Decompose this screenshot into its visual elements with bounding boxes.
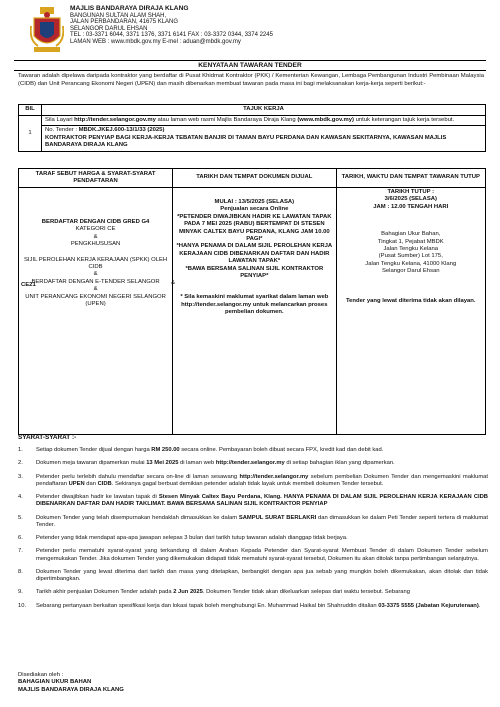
tender-title-cell: No. Tender : MBDK.JKEJ.600-13/1/33 (2025) KONTRAKTOR PENYIAP BAGI KERJA-KERJA TEBATAN BANJIR DI TAMAN BAYU PERDANA DAN KAWASAN SEKITARNYA, KAWASAN MAJLIS BANDARAYA DIRAJA KLANG — [42, 126, 486, 151]
letterhead-text — [70, 6, 273, 46]
list-item: 5. Dokumen Tender yang telah disempurnakan hendaklah dimasukkan ke dalam SAMPUL SURAT BERLAKRI dan dimasukkan ke dalam Peti Tender seperti tertera di maklumat Tender. — [18, 514, 488, 528]
col-header-bil: BIL — [19, 105, 42, 116]
org-name: MAJLIS BANDARAYA DIRAJA KLANG — [70, 5, 189, 12]
contact-line: TEL : 03-3371 6044, 3371 1376, 3371 6141 FAX : 03-3372 0344, 3374 2245 — [70, 32, 273, 39]
col-header-taraf: TARAF SEBUT HARGA & SYARAT-SYARAT PENDAFTARAN — [19, 169, 173, 188]
tender-link[interactable]: http://tender.selangor.my — [239, 473, 309, 480]
cidb-grade: BERDAFTAR DENGAN CIDB GRED G4 — [41, 219, 150, 225]
signature-block: Disediakan oleh : BAHAGIAN UKUR BAHAN MAJLIS BANDARAYA DIRAJA KLANG — [18, 672, 124, 693]
list-item: 1. Setiap dokumen Tender dijual dengan harga RM 250.00 secara online. Pembayaran boleh dibuat secara FPX, kredit kad dan debit kad. — [18, 447, 384, 453]
closing-time: JAM : 12.00 TENGAH HARI — [373, 203, 449, 210]
update-note: * Sila kemaskini maklumat syarikat dalam laman web http://tender.selangor.my untuk melancarkan proses pembelian dokumen. — [180, 294, 329, 316]
tender-details-table — [18, 168, 486, 435]
conditions-list — [18, 447, 488, 616]
intro-paragraph: Tawaran adalah dipelawa daripada kontraktor yang berdaftar di Pusat Khidmat Kontraktor (PKK) / Kementerian Kewangan, Lembaga Pembangunan Industri Pembinaan Malaysia (CIDB) dan Unit Perancang Ekonomi Negeri (UPEN) dan masih dibenarkan membuat tawaran pada masa ini bagi melaksanakan kerja-kerja seperti berikut:- — [18, 73, 484, 87]
sale-info-cell: MULAI : 13/5/2025 (SELASA) Penjualan secara Online *PETENDER DIWAJIBKAN HADIR KE LAWATAN TAPAK PADA 7 MEI 2025 (RABU) BERTEMPAT DI STESEN MINYAK CALTEX BAYU PERDANA, KLANG JAM 10.00 PAGI* *HANYA PENAMA DI DALAM SIJIL PEROLEHAN KERJA KERAJAAN CIDB DIBENARKAN DAFTAR DAN HADIR LAWATAN TAPAK* *BAWA BERSAMA SALINAN SIJIL KONTRAKTOR PENYIAP* * Sila kemaskini maklumat syarikat dalam laman web http://tender.selangor.my untuk melancarkan proses pembelian dokumen. — [173, 188, 336, 435]
list-item: 2. Dokumen meja tawaran dipamerkan mulai 13 Mei 2025 di laman web http://tender.selangor.my di setiap bahagian iklan yang dipamerkan. — [18, 460, 395, 467]
col-header-tajuk: TAJUK KERJA — [42, 105, 486, 116]
address-line: JALAN PERBANDARAN, 41675 KLANG — [70, 19, 179, 26]
col-header-dokumen: TARIKH DAN TEMPAT DOKUMEN DIJUAL — [173, 169, 336, 188]
note-cell: Sila Layari http://tender.selangor.gov.my atau laman web rasmi Majlis Bandaraya Diraja Klang (www.mbdk.gov.my) untuk keterangan tajuk kerja tersebut. — [42, 116, 486, 126]
letterhead — [0, 6, 500, 58]
row-number: 1 — [19, 116, 42, 152]
mbdk-link[interactable]: (www.mbdk.gov.my) — [297, 117, 354, 123]
contact-phone: 03-3375 5555 (Jabatan Kejuruteraan) — [378, 602, 479, 609]
list-item: 10. Sebarang pertanyaan berkaitan spesifikasi kerja dan lokasi tapak boleh menghubungi En. Muhammad Haikal bin Shahruddin ditalian 03-3375 5555 (Jabatan Kejuruteraan). — [18, 602, 481, 609]
list-item: 8. Dokumen Tender yang lewat diterima dari tarikh dan masa yang ditetapkan, berbangkit dengan apa jua sebab yang mungkin boleh dikemukakan, akan ditolak dan tidak dipertimbangkan. — [18, 568, 488, 583]
specialization-code: CE21 — [21, 282, 36, 288]
department-name: BAHAGIAN UKUR BAHAN — [18, 679, 92, 686]
tender-link[interactable]: http://tender.selangor.gov.my — [74, 117, 156, 123]
col-header-tutup: TARIKH, WAKTU DAN TEMPAT TAWARAN TUTUP — [336, 169, 485, 188]
conditions-heading: SYARAT-SYARAT :- — [18, 434, 77, 441]
site-visit-note: *PETENDER DIWAJIBKAN HADIR KE LAWATAN TAPAK PADA 7 MEI 2025 (RABU) BERTEMPAT DI STESEN MINYAK CALTEX BAYU PERDANA, KLANG JAM 10.00 PAGI* — [177, 213, 332, 243]
list-item: 9. Tarikh akhir penjualan Dokumen Tender adalah pada 2 Jun 2025. Dokumen Tender tidak akan dikeluarkan selepas dari waktu tersebut. Sebarang — [18, 589, 410, 596]
tender-number: MBDK.JKEJ.600-13/1/33 (2025) — [78, 127, 165, 134]
crest-logo-icon — [30, 6, 64, 54]
council-name: MAJLIS BANDARAYA DIRAJA KLANG — [18, 686, 124, 693]
address-line: SELANGOR DARUL EHSAN — [70, 25, 148, 32]
page-title: KENYATAAN TAWARAN TENDER — [14, 60, 486, 71]
sale-start: MULAI : 13/5/2025 (SELASA) — [214, 199, 295, 205]
tender-title: KONTRAKTOR PENYIAP BAGI KERJA-KERJA TEBATAN BANJIR DI TAMAN BAYU PERDANA DAN KAWASAN SEKITARNYA, KAWASAN MAJLIS BANDARAYA DIRAJA KLANG — [45, 134, 447, 149]
list-item: 7. Petender perlu mematuhi syarat-syarat yang terkandung di dalam Arahan Kepada Petender dan Syarat-syarat Membuat Tender di dalam Dokumen Tender sebelum mengemukakan Tender. Jika dokumen Tender yang dikemukakan didapati tidak mematuhi syarat-syarat tersebut, Dokumen itu akan ditolak tanpa pertimbangan selanjutnya. — [18, 548, 488, 562]
tender-link[interactable]: http://tender.selangor.my — [215, 460, 285, 467]
closing-date: 3/6/2025 (SELASA) — [384, 196, 437, 203]
contact-line: LAMAN WEB : www.mbdk.gov.my E-mel : aduan@mbdk.gov.my — [70, 38, 241, 45]
address-line: BANGUNAN SULTAN ALAM SHAH, — [70, 12, 167, 19]
late-notice: Tender yang lewat diterima tidak akan dilayan. — [346, 297, 476, 304]
work-title-table — [18, 104, 486, 152]
registration-cell: BERDAFTAR DENGAN CIDB GRED G4 KATEGORI CE & PENGKHUSUSAN SIJIL PEROLEHAN KERJA KERAJAAN (SPKK) OLEH CIDB & BERDAFTAR DENGAN E-TENDER SELANGOR & UNIT PERANCANG EKONOMI NEGERI SELANGOR (UPEN) CE21 & — [19, 188, 173, 435]
list-item: 4. Petender diwajibkan hadir ke lawatan tapak di Stesen Minyak Caltex Bayu Perdana, Klang. HANYA PENAMA DI DALAM SIJIL PEROLEHAN KERJA KERAJAAN CIDB DIBENARKAN DAFTAR DAN HADIR TAKLIMAT. BAWA BERSAMA SALINAN SIJIL KONTRAKTOR PENYIAP — [18, 494, 488, 508]
list-item: 6. Petender yang tidak mendapat apa-apa jawapan selepas 3 bulan dari tarikh tutup tawaran adalah dianggap tidak berjaya. — [18, 535, 348, 542]
closing-info-cell: TARIKH TUTUP : 3/6/2025 (SELASA) JAM : 12.00 TENGAH HARI Bahagian Ukur Bahan, Tingkat 1, Pejabat MBDK Jalan Tengku Kelana (Pusat Sumber) Lot 175, Jalan Tengku Kelana, 41000 Klang Selangor Darul Ehsan Tender yang lewat diterima tidak akan dilayan. — [336, 188, 485, 435]
list-item: 3. Petender perlu terlebih dahulu mendaftar secara on-line di laman sesawang http://tender.selangor.my sebelum pembelian Dokumen Tender dan mengemaskini maklumat pendaftaran UPEN dan CIDB. Sekiranya gagal berbuat demikian petender adalah tidak layak untuk membeli dokumen Tender tersebut. — [18, 473, 488, 487]
